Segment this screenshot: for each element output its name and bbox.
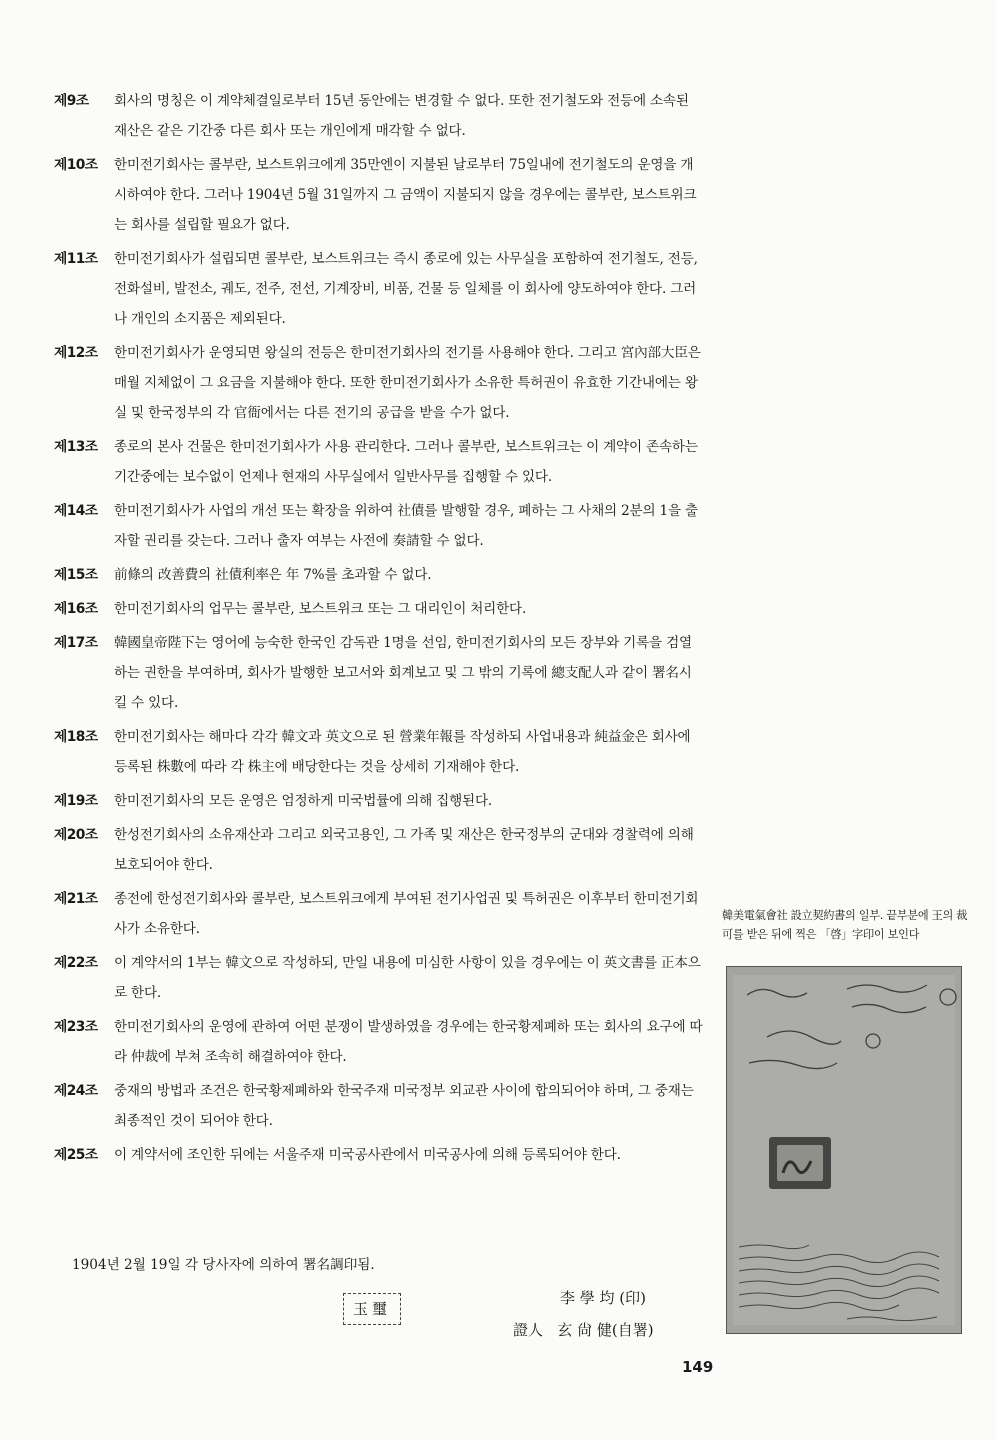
contract-document-photo — [726, 966, 962, 1334]
article-text: 종전에 한성전기회사와 콜부란, 보스트위크에게 부여된 전기사업권 및 특허권은 이후부터 한미전기회사가 소유한다. — [114, 891, 699, 937]
article-number: 제9조 — [54, 93, 89, 109]
article-text: 한미전기회사는 콜부란, 보스트위크에게 35만엔이 지불된 날로부터 75일내에 전기철도의 운영을 개시하여야 한다. 그러나 1904년 5월 31일까지 그 금액이 지불되지 않을 경우에는 콜부란, 보스트위크는 회사를 설립할 필요가 없다. — [114, 157, 697, 233]
article-number: 제24조 — [54, 1083, 98, 1099]
photo-caption: 韓美電氣會社 設立契約書의 일부. 끝부분에 王의 裁可를 받은 뒤에 찍은 「啓」字印이 보인다 — [722, 909, 968, 941]
article-number: 제22조 — [54, 955, 98, 971]
article-text: 한미전기회사는 해마다 각각 韓文과 英文으로 된 營業年報를 작성하되 사업내용과 純益金은 회사에 등록된 株數에 따라 각 株主에 배당한다는 것을 상세히 기재해야 한다. — [114, 729, 691, 775]
article-item — [54, 628, 704, 718]
article-number: 제25조 — [54, 1147, 98, 1163]
article-item — [54, 1140, 704, 1170]
article-item — [54, 594, 704, 624]
article-number: 제23조 — [54, 1019, 98, 1035]
handwritten-document-image — [727, 967, 961, 1333]
article-item — [54, 884, 704, 944]
article-item — [54, 150, 704, 240]
article-text: 한미전기회사의 업무는 콜부란, 보스트위크 또는 그 대리인이 처리한다. — [114, 601, 527, 617]
article-text: 이 계약서의 1부는 韓文으로 작성하되, 만일 내용에 미심한 사항이 있을 경우에는 이 英文書를 正本으로 한다. — [114, 955, 701, 1001]
article-number: 제19조 — [54, 793, 98, 809]
article-item — [54, 820, 704, 880]
article-item — [54, 338, 704, 428]
page-number: 149 — [682, 1358, 714, 1376]
article-number: 제21조 — [54, 891, 98, 907]
article-item — [54, 786, 704, 816]
article-number: 제14조 — [54, 503, 98, 519]
article-number: 제12조 — [54, 345, 98, 361]
article-item — [54, 86, 704, 146]
article-number: 제18조 — [54, 729, 98, 745]
article-item — [54, 1012, 704, 1072]
article-number: 제13조 — [54, 439, 98, 455]
article-text: 한미전기회사의 운영에 관하여 어떤 분쟁이 발생하였을 경우에는 한국황제폐하 또는 회사의 요구에 따라 仲裁에 부쳐 조속히 해결하여야 한다. — [114, 1019, 703, 1065]
article-number: 제20조 — [54, 827, 98, 843]
article-text: 한미전기회사의 모든 운영은 엄정하게 미국법률에 의해 집행된다. — [114, 793, 492, 809]
signature-lee: 李 學 均 (印) — [560, 1289, 647, 1307]
article-text: 前條의 改善費의 社債利率은 年 7%를 초과할 수 없다. — [114, 567, 432, 583]
article-number: 제16조 — [54, 601, 98, 617]
article-text: 이 계약서에 조인한 뒤에는 서울주재 미국공사관에서 미국공사에 의해 등록되어야 한다. — [114, 1147, 621, 1163]
royal-seal-box: 玉璽 — [343, 1293, 401, 1325]
article-text: 회사의 명칭은 이 계약체결일로부터 15년 동안에는 변경할 수 없다. 또한 전기철도와 전등에 소속된 재산은 같은 기간중 다른 회사 또는 개인에게 매각할 수 없다. — [114, 93, 689, 139]
article-item — [54, 496, 704, 556]
article-number: 제11조 — [54, 251, 98, 267]
signing-date-line: 1904년 2월 19일 각 당사자에 의하여 署名調印됨. — [72, 1257, 375, 1273]
article-text: 한미전기회사가 운영되면 왕실의 전등은 한미전기회사의 전기를 사용해야 한다. 그리고 宮內部大臣은 매월 지체없이 그 요금을 지불해야 한다. 또한 한미전기회사가 소유한 특허권이 유효한 기간내에는 왕실 및 한국정부의 각 官衙에서는 다른 전기의 공급을 받을 수가 없다. — [114, 345, 701, 421]
article-item — [54, 722, 704, 782]
article-text: 한미전기회사가 설립되면 콜부란, 보스트위크는 즉시 종로에 있는 사무실을 포함하여 전기철도, 전등, 전화설비, 발전소, 궤도, 전주, 전선, 기계장비, 비품, 건물 등 일체를 이 회사에 양도하여야 한다. 그러나 개인의 소지품은 제외된다. — [114, 251, 698, 327]
signature-witness: 證人 玄 尙 健(自署) — [513, 1321, 654, 1339]
article-item — [54, 948, 704, 1008]
article-number: 제17조 — [54, 635, 98, 651]
article-item — [54, 432, 704, 492]
article-item — [54, 244, 704, 334]
article-text: 한성전기회사의 소유재산과 그리고 외국고용인, 그 가족 및 재산은 한국정부의 군대와 경찰력에 의해 보호되어야 한다. — [114, 827, 694, 873]
article-item — [54, 1076, 704, 1136]
article-text: 종로의 본사 건물은 한미전기회사가 사용 관리한다. 그러나 콜부란, 보스트위크는 이 계약이 존속하는 기간중에는 보수없이 언제나 현재의 사무실에서 일반사무를 집행할 수 있다. — [114, 439, 698, 485]
article-text: 중재의 방법과 조건은 한국황제폐하와 한국주재 미국정부 외교관 사이에 합의되어야 하며, 그 중재는 최종적인 것이 되어야 한다. — [114, 1083, 694, 1129]
article-number: 제15조 — [54, 567, 98, 583]
article-text: 韓國皇帝陛下는 영어에 능숙한 한국인 감독관 1명을 선임, 한미전기회사의 모든 장부와 기록을 검열하는 권한을 부여하며, 회사가 발행한 보고서와 회계보고 및 그 밖의 기록에 總支配人과 같이 署名시킬 수 있다. — [114, 635, 692, 711]
article-list — [54, 86, 704, 1174]
article-text: 한미전기회사가 사업의 개선 또는 확장을 위하여 社債를 발행할 경우, 폐하는 그 사채의 2분의 1을 출자할 권리를 갖는다. 그러나 출자 여부는 사전에 奏請할 수 없다. — [114, 503, 698, 549]
article-item — [54, 560, 704, 590]
article-number: 제10조 — [54, 157, 98, 173]
